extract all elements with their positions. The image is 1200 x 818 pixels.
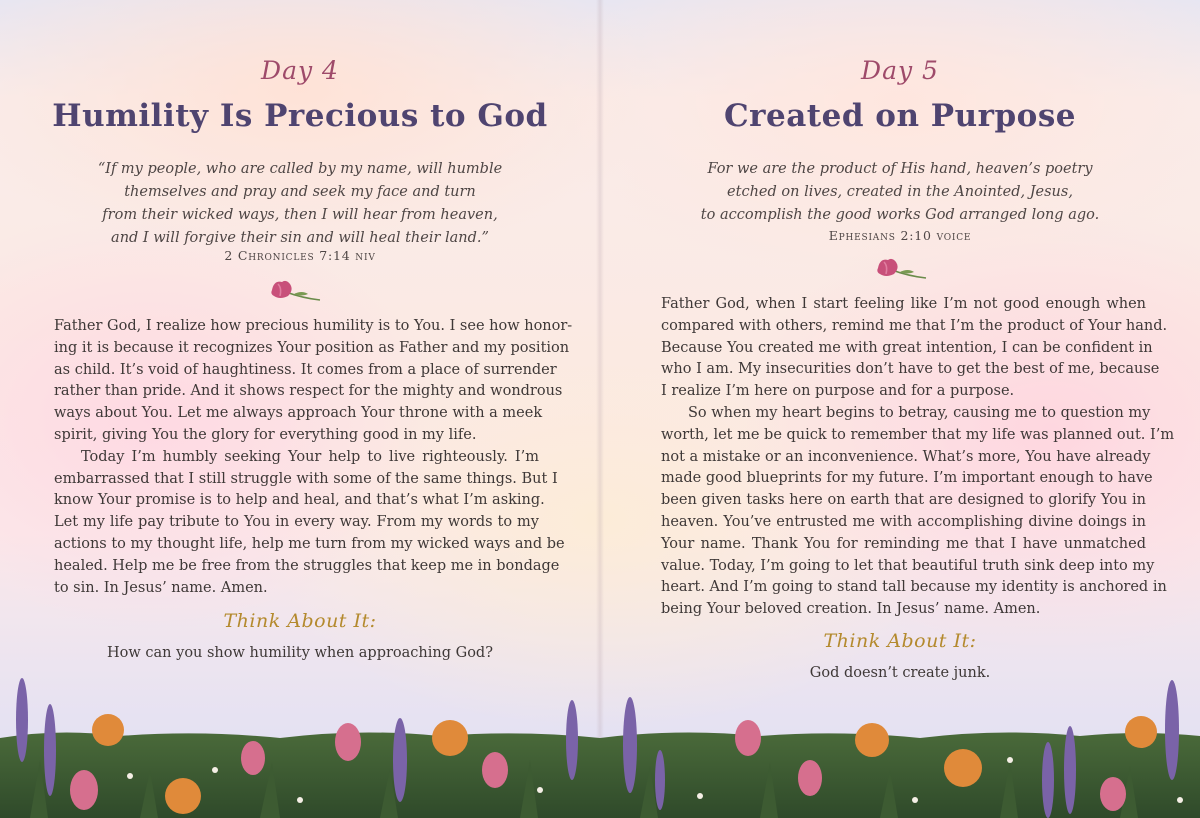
body-line: healed. Help me be free from the struggles that keep me in bondage	[54, 557, 560, 574]
day-label: Day 4	[261, 56, 339, 85]
body-line: So when my heart begins to betray, causing me to question my	[688, 404, 1151, 421]
body-line: as child. It’s void of haughtiness. It comes from a place of surrender	[54, 361, 557, 378]
scripture-verse	[660, 158, 1140, 227]
body-line: Father God, when I start feeling like I’m not good enough when	[661, 296, 1146, 312]
verse-line: to accomplish the good works God arranged long ago.	[700, 207, 1100, 223]
verse-line: and I will forgive their sin and will heal their land.”	[111, 230, 489, 246]
body-line: compared with others, remind me that I’m the product of Your hand.	[661, 317, 1168, 334]
verse-line: from their wicked ways, then I will hear from heaven,	[102, 207, 498, 223]
think-about-it-text: How can you show humility when approaching God?	[107, 645, 493, 661]
body-line: made good blueprints for my future. I’m important enough to have	[661, 470, 1153, 487]
body-line: I realize I’m here on purpose and for a purpose.	[661, 383, 1015, 400]
think-about-it-heading: Think About It:	[823, 630, 977, 652]
body-line: heaven. You’ve entrusted me with accomplishing divine doings in	[661, 513, 1146, 530]
tulip-icon	[874, 256, 930, 282]
body-line: ways about You. Let me always approach Your throne with a meek	[54, 405, 543, 422]
body-line: know Your promise is to help and heal, and that’s what I’m asking.	[54, 492, 545, 509]
body-line: heart. And I’m going to stand tall because my identity is anchored in	[661, 579, 1167, 596]
body-line: not a mistake or an inconvenience. What’s more, You have already	[661, 448, 1151, 465]
tulip-icon	[268, 278, 324, 304]
verse-line: “If my people, who are called by my name, will humble	[97, 161, 503, 177]
devotional-body	[661, 294, 1175, 621]
body-line: Let my life pay tribute to You in every way. From my words to my	[54, 514, 539, 531]
body-line: Your name. Thank You for reminding me that I have unmatched	[661, 535, 1146, 552]
body-line: being Your beloved creation. In Jesus’ name. Amen.	[661, 601, 1041, 618]
page-title: Humility Is Precious to God	[52, 98, 548, 134]
scripture-reference: Ephesians 2:10 voice	[828, 228, 972, 243]
body-line: rather than pride. And it shows respect for the mighty and wondrous	[54, 383, 563, 400]
body-line: spirit, giving You the glory for everything good in my life.	[54, 426, 477, 443]
verse-line: etched on lives, created in the Anointed, Jesus,	[727, 184, 1073, 200]
scripture-reference: 2 Chronicles 7:14 niv	[224, 248, 376, 263]
scripture-verse	[60, 158, 540, 250]
body-line: Today I’m humbly seeking Your help to live righteously. I’m	[81, 448, 539, 465]
body-line: Because You created me with great intention, I can be confident in	[661, 339, 1153, 356]
verse-line: themselves and pray and seek my face and turn	[124, 184, 476, 200]
devotional-body	[54, 316, 573, 599]
body-line: embarrassed that I still struggle with some of the same things. But I	[54, 470, 558, 487]
page-title: Created on Purpose	[723, 98, 1077, 134]
think-about-it-heading: Think About It:	[223, 610, 377, 632]
day-label: Day 5	[861, 56, 939, 85]
body-line: Father God, I realize how precious humility is to You. I see how honor-	[54, 318, 573, 334]
body-line: been given tasks here on earth that are designed to glorify You in	[661, 492, 1146, 509]
body-line: value. Today, I’m going to let that beautiful truth sink deep into my	[661, 557, 1155, 574]
body-line: actions to my thought life, help me turn from my wicked ways and be	[54, 535, 565, 552]
body-line: ing it is because it recognizes Your position as Father and my position	[54, 339, 570, 356]
body-line: to sin. In Jesus’ name. Amen.	[54, 579, 268, 596]
right-page	[600, 0, 1200, 818]
think-about-it-text: God doesn’t create junk.	[809, 665, 991, 681]
body-line: worth, let me be quick to remember that my life was planned out. I’m	[661, 426, 1175, 443]
verse-line: For we are the product of His hand, heaven’s poetry	[707, 161, 1093, 177]
body-line: who I am. My insecurities don’t have to get the best of me, because	[661, 361, 1160, 378]
